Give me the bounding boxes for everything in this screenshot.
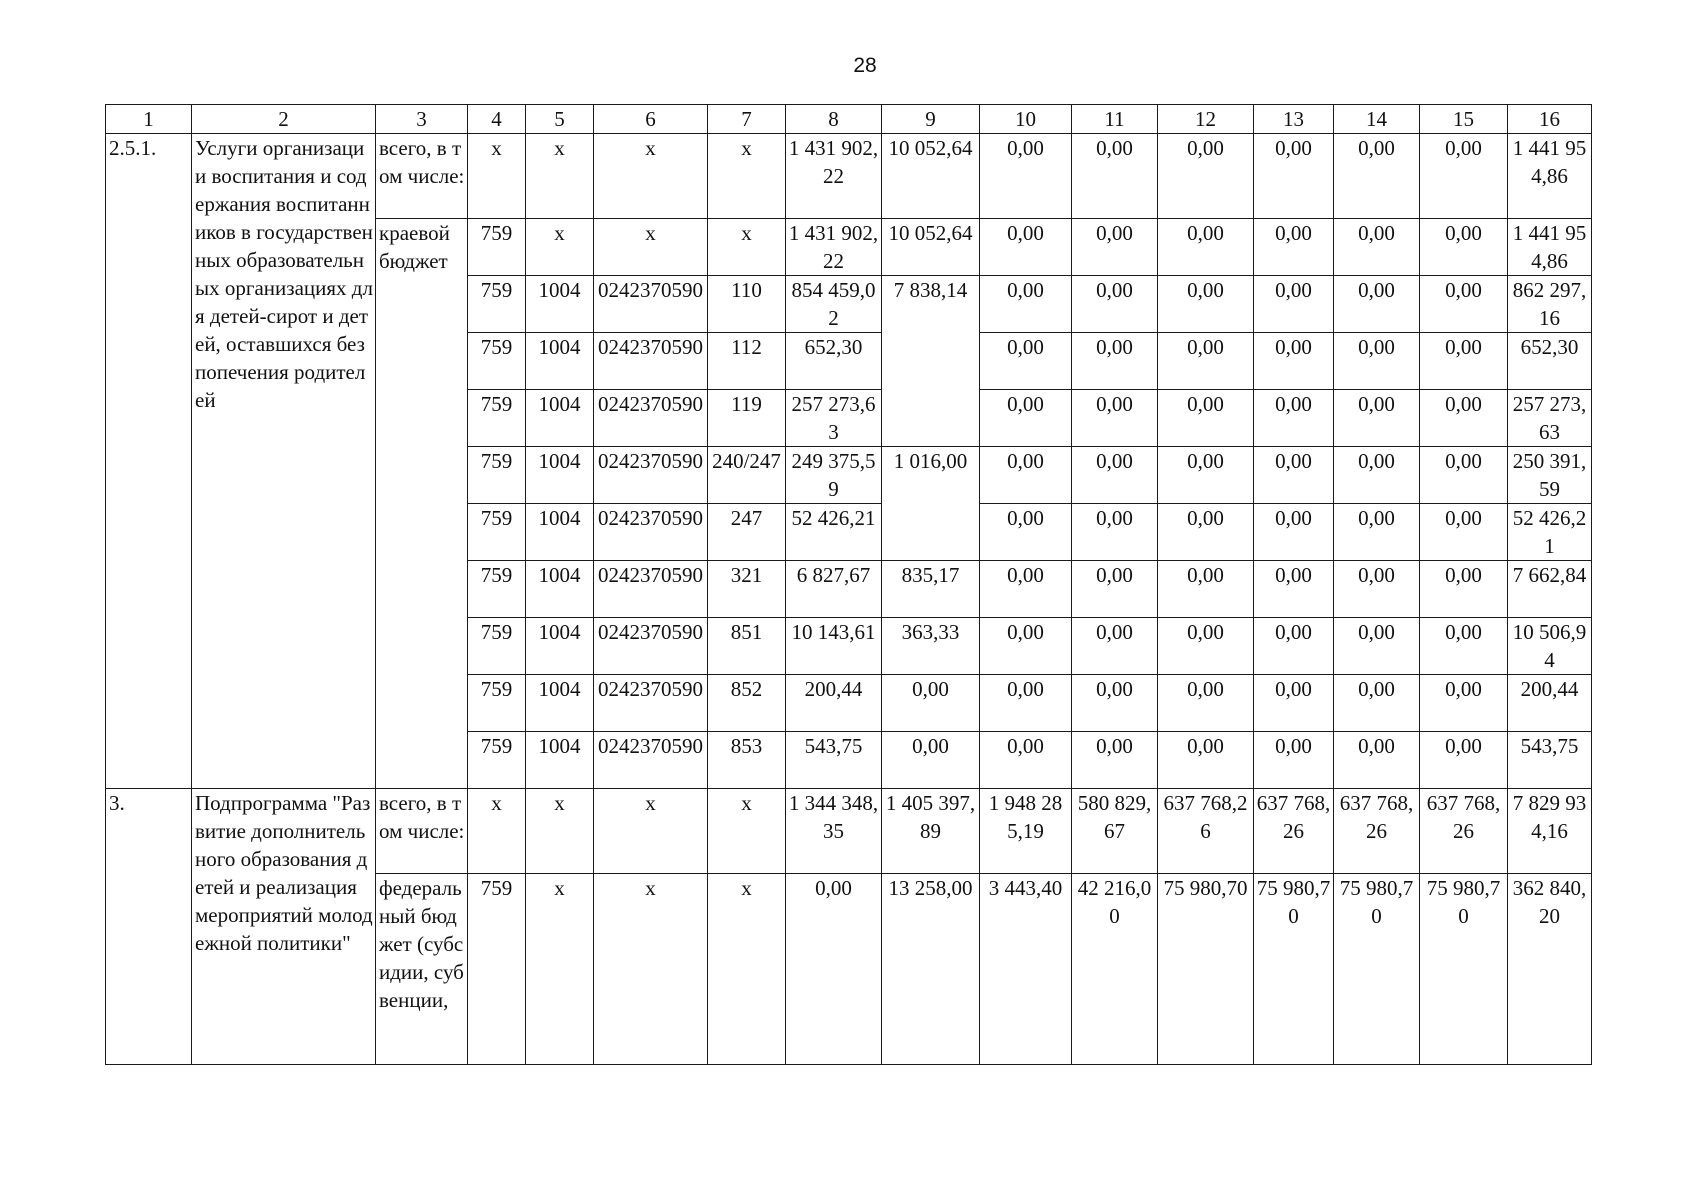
- row-number-cell: 3.: [106, 789, 192, 1065]
- column-header-13: 13: [1254, 105, 1334, 134]
- value-cell-col-4: х: [468, 134, 526, 219]
- value-cell-col-4: х: [468, 789, 526, 874]
- value-cell-c6: 0242370590: [594, 561, 708, 618]
- column-header-1: 1: [106, 105, 192, 134]
- value-cell-col-8: 1 431 902,22: [786, 134, 882, 219]
- value-cell-col-10: 0,00: [980, 134, 1072, 219]
- value-cell-col-14: 0,00: [1334, 134, 1420, 219]
- value-cell-c11: 0,00: [1072, 618, 1158, 675]
- value-cell-c14: 0,00: [1334, 504, 1420, 561]
- value-cell-c6: 0242370590: [594, 732, 708, 789]
- value-cell-c15: 0,00: [1420, 447, 1508, 504]
- value-cell-c7: 321: [708, 561, 786, 618]
- item-name-cell: Услуги организации воспитания и содержания воспитанников в государственных образовательных организациях для детей-сирот и детей, оставшихся без попечения родителей: [192, 134, 376, 789]
- budget-table: [105, 104, 1592, 1065]
- value-cell-col-15: 75 980,70: [1420, 874, 1508, 1065]
- value-cell-c11: 0,00: [1072, 333, 1158, 390]
- value-cell-c16: 250 391,59: [1508, 447, 1592, 504]
- value-cell-c9: 0,00: [882, 675, 980, 732]
- value-cell-c10: 0,00: [980, 618, 1072, 675]
- column-header-9: 9: [882, 105, 980, 134]
- page-number: 28: [853, 54, 877, 77]
- value-cell-c10: 0,00: [980, 675, 1072, 732]
- value-cell-col-7: х: [708, 789, 786, 874]
- value-cell-c16: 200,44: [1508, 675, 1592, 732]
- value-cell-col-12: 0,00: [1158, 219, 1254, 276]
- value-cell-c5: 1004: [526, 675, 594, 732]
- value-cell-c4: 759: [468, 561, 526, 618]
- value-cell-c4: 759: [468, 675, 526, 732]
- column-header-16: 16: [1508, 105, 1592, 134]
- value-cell-c4: 759: [468, 504, 526, 561]
- value-cell-c13: 0,00: [1254, 732, 1334, 789]
- value-cell-col-15: 637 768,26: [1420, 789, 1508, 874]
- column-header-6: 6: [594, 105, 708, 134]
- budget-source-cell: всего, в том числе:: [376, 134, 468, 219]
- value-cell-c11: 0,00: [1072, 561, 1158, 618]
- value-cell-c8: 543,75: [786, 732, 882, 789]
- value-cell-c12: 0,00: [1158, 618, 1254, 675]
- value-cell-c10: 0,00: [980, 276, 1072, 333]
- budget-source-cell: краевой бюджет: [376, 219, 468, 789]
- value-cell-c7: 110: [708, 276, 786, 333]
- value-cell-c8: 52 426,21: [786, 504, 882, 561]
- value-cell-c10: 0,00: [980, 732, 1072, 789]
- value-cell-col-9: 13 258,00: [882, 874, 980, 1065]
- value-cell-c5: 1004: [526, 390, 594, 447]
- value-cell-col-13: 0,00: [1254, 134, 1334, 219]
- value-cell-c4: 759: [468, 390, 526, 447]
- value-cell-c15: 0,00: [1420, 390, 1508, 447]
- value-cell-c9: 1 016,00: [882, 447, 980, 561]
- value-cell-c15: 0,00: [1420, 333, 1508, 390]
- value-cell-c10: 0,00: [980, 447, 1072, 504]
- value-cell-c15: 0,00: [1420, 732, 1508, 789]
- value-cell-col-15: 0,00: [1420, 219, 1508, 276]
- value-cell-c15: 0,00: [1420, 276, 1508, 333]
- value-cell-col-11: 0,00: [1072, 134, 1158, 219]
- value-cell-c16: 52 426,21: [1508, 504, 1592, 561]
- value-cell-c15: 0,00: [1420, 675, 1508, 732]
- value-cell-c6: 0242370590: [594, 675, 708, 732]
- value-cell-col-11: 580 829,67: [1072, 789, 1158, 874]
- value-cell-c7: 119: [708, 390, 786, 447]
- value-cell-col-9: 1 405 397,89: [882, 789, 980, 874]
- value-cell-c14: 0,00: [1334, 276, 1420, 333]
- value-cell-col-5: х: [526, 219, 594, 276]
- value-cell-col-15: 0,00: [1420, 134, 1508, 219]
- value-cell-col-7: х: [708, 134, 786, 219]
- value-cell-c6: 0242370590: [594, 504, 708, 561]
- value-cell-col-14: 75 980,70: [1334, 874, 1420, 1065]
- value-cell-col-7: х: [708, 219, 786, 276]
- value-cell-c7: 240/247: [708, 447, 786, 504]
- value-cell-c8: 10 143,61: [786, 618, 882, 675]
- value-cell-col-6: х: [594, 874, 708, 1065]
- column-header-14: 14: [1334, 105, 1420, 134]
- value-cell-c12: 0,00: [1158, 675, 1254, 732]
- value-cell-c4: 759: [468, 333, 526, 390]
- value-cell-c8: 854 459,02: [786, 276, 882, 333]
- row-number-cell: 2.5.1.: [106, 134, 192, 789]
- value-cell-c4: 759: [468, 618, 526, 675]
- value-cell-c11: 0,00: [1072, 504, 1158, 561]
- value-cell-c13: 0,00: [1254, 561, 1334, 618]
- value-cell-c14: 0,00: [1334, 333, 1420, 390]
- value-cell-c8: 257 273,63: [786, 390, 882, 447]
- value-cell-c10: 0,00: [980, 333, 1072, 390]
- value-cell-col-6: х: [594, 219, 708, 276]
- value-cell-c14: 0,00: [1334, 561, 1420, 618]
- value-cell-c9: 835,17: [882, 561, 980, 618]
- table-body: [106, 105, 1592, 1065]
- value-cell-c5: 1004: [526, 504, 594, 561]
- value-cell-c5: 1004: [526, 447, 594, 504]
- value-cell-col-12: 75 980,70: [1158, 874, 1254, 1065]
- value-cell-c4: 759: [468, 447, 526, 504]
- column-header-7: 7: [708, 105, 786, 134]
- column-header-10: 10: [980, 105, 1072, 134]
- value-cell-c5: 1004: [526, 276, 594, 333]
- value-cell-col-11: 0,00: [1072, 219, 1158, 276]
- column-header-4: 4: [468, 105, 526, 134]
- value-cell-c13: 0,00: [1254, 447, 1334, 504]
- value-cell-c5: 1004: [526, 561, 594, 618]
- value-cell-col-16: 1 441 954,86: [1508, 134, 1592, 219]
- column-header-3: 3: [376, 105, 468, 134]
- value-cell-c16: 7 662,84: [1508, 561, 1592, 618]
- value-cell-col-12: 0,00: [1158, 134, 1254, 219]
- value-cell-col-10: 1 948 285,19: [980, 789, 1072, 874]
- value-cell-c8: 200,44: [786, 675, 882, 732]
- value-cell-c12: 0,00: [1158, 504, 1254, 561]
- value-cell-c15: 0,00: [1420, 561, 1508, 618]
- value-cell-col-16: 7 829 934,16: [1508, 789, 1592, 874]
- value-cell-c7: 112: [708, 333, 786, 390]
- value-cell-c10: 0,00: [980, 504, 1072, 561]
- value-cell-col-5: х: [526, 789, 594, 874]
- value-cell-col-10: 0,00: [980, 219, 1072, 276]
- value-cell-col-5: х: [526, 874, 594, 1065]
- value-cell-c15: 0,00: [1420, 504, 1508, 561]
- value-cell-c7: 853: [708, 732, 786, 789]
- value-cell-c13: 0,00: [1254, 504, 1334, 561]
- value-cell-c14: 0,00: [1334, 447, 1420, 504]
- value-cell-col-6: х: [594, 789, 708, 874]
- value-cell-col-6: х: [594, 134, 708, 219]
- value-cell-c12: 0,00: [1158, 561, 1254, 618]
- table-row: [106, 134, 1592, 219]
- value-cell-c13: 0,00: [1254, 276, 1334, 333]
- item-name-cell: Подпрограмма "Развитие дополнительного образования детей и реализация мероприятий молодежной политики": [192, 789, 376, 1065]
- value-cell-c5: 1004: [526, 732, 594, 789]
- value-cell-c12: 0,00: [1158, 390, 1254, 447]
- value-cell-col-5: х: [526, 134, 594, 219]
- value-cell-c13: 0,00: [1254, 390, 1334, 447]
- value-cell-col-16: 362 840,20: [1508, 874, 1592, 1065]
- value-cell-c5: 1004: [526, 333, 594, 390]
- value-cell-col-13: 0,00: [1254, 219, 1334, 276]
- value-cell-c11: 0,00: [1072, 390, 1158, 447]
- value-cell-c10: 0,00: [980, 561, 1072, 618]
- value-cell-c12: 0,00: [1158, 447, 1254, 504]
- value-cell-c8: 6 827,67: [786, 561, 882, 618]
- value-cell-c13: 0,00: [1254, 333, 1334, 390]
- value-cell-c14: 0,00: [1334, 618, 1420, 675]
- value-cell-c8: 249 375,59: [786, 447, 882, 504]
- value-cell-c4: 759: [468, 276, 526, 333]
- value-cell-c5: 1004: [526, 618, 594, 675]
- value-cell-col-9: 10 052,64: [882, 134, 980, 219]
- column-header-8: 8: [786, 105, 882, 134]
- value-cell-c11: 0,00: [1072, 732, 1158, 789]
- value-cell-c12: 0,00: [1158, 333, 1254, 390]
- value-cell-c16: 543,75: [1508, 732, 1592, 789]
- value-cell-c13: 0,00: [1254, 618, 1334, 675]
- value-cell-c11: 0,00: [1072, 276, 1158, 333]
- value-cell-col-16: 1 441 954,86: [1508, 219, 1592, 276]
- header-row: [106, 105, 1592, 134]
- value-cell-c8: 652,30: [786, 333, 882, 390]
- value-cell-col-13: 637 768,26: [1254, 789, 1334, 874]
- value-cell-c6: 0242370590: [594, 333, 708, 390]
- value-cell-c14: 0,00: [1334, 390, 1420, 447]
- column-header-2: 2: [192, 105, 376, 134]
- value-cell-c9: 363,33: [882, 618, 980, 675]
- value-cell-c16: 257 273,63: [1508, 390, 1592, 447]
- value-cell-col-4: 759: [468, 219, 526, 276]
- budget-source-cell: всего, в том числе:: [376, 789, 468, 874]
- value-cell-c14: 0,00: [1334, 675, 1420, 732]
- value-cell-c13: 0,00: [1254, 675, 1334, 732]
- column-header-5: 5: [526, 105, 594, 134]
- value-cell-c9: 0,00: [882, 732, 980, 789]
- value-cell-col-13: 75 980,70: [1254, 874, 1334, 1065]
- value-cell-col-14: 637 768,26: [1334, 789, 1420, 874]
- value-cell-c16: 10 506,94: [1508, 618, 1592, 675]
- value-cell-c16: 862 297,16: [1508, 276, 1592, 333]
- value-cell-c11: 0,00: [1072, 675, 1158, 732]
- value-cell-c7: 852: [708, 675, 786, 732]
- value-cell-col-7: х: [708, 874, 786, 1065]
- budget-source-cell: федеральный бюджет (субсидии, субвенции,: [376, 874, 468, 1065]
- value-cell-col-12: 637 768,26: [1158, 789, 1254, 874]
- column-header-11: 11: [1072, 105, 1158, 134]
- value-cell-c6: 0242370590: [594, 390, 708, 447]
- value-cell-c14: 0,00: [1334, 732, 1420, 789]
- value-cell-c10: 0,00: [980, 390, 1072, 447]
- value-cell-c6: 0242370590: [594, 618, 708, 675]
- value-cell-col-8: 1 431 902,22: [786, 219, 882, 276]
- column-header-12: 12: [1158, 105, 1254, 134]
- table-row: [106, 789, 1592, 874]
- value-cell-c7: 247: [708, 504, 786, 561]
- value-cell-c6: 0242370590: [594, 276, 708, 333]
- value-cell-c16: 652,30: [1508, 333, 1592, 390]
- value-cell-c4: 759: [468, 732, 526, 789]
- value-cell-col-14: 0,00: [1334, 219, 1420, 276]
- value-cell-c15: 0,00: [1420, 618, 1508, 675]
- value-cell-col-8: 0,00: [786, 874, 882, 1065]
- value-cell-c6: 0242370590: [594, 447, 708, 504]
- value-cell-col-10: 3 443,40: [980, 874, 1072, 1065]
- value-cell-c7: 851: [708, 618, 786, 675]
- value-cell-c11: 0,00: [1072, 447, 1158, 504]
- value-cell-col-11: 42 216,00: [1072, 874, 1158, 1065]
- column-header-15: 15: [1420, 105, 1508, 134]
- value-cell-c9: 7 838,14: [882, 276, 980, 447]
- value-cell-c12: 0,00: [1158, 732, 1254, 789]
- value-cell-col-9: 10 052,64: [882, 219, 980, 276]
- value-cell-col-8: 1 344 348,35: [786, 789, 882, 874]
- value-cell-c12: 0,00: [1158, 276, 1254, 333]
- value-cell-col-4: 759: [468, 874, 526, 1065]
